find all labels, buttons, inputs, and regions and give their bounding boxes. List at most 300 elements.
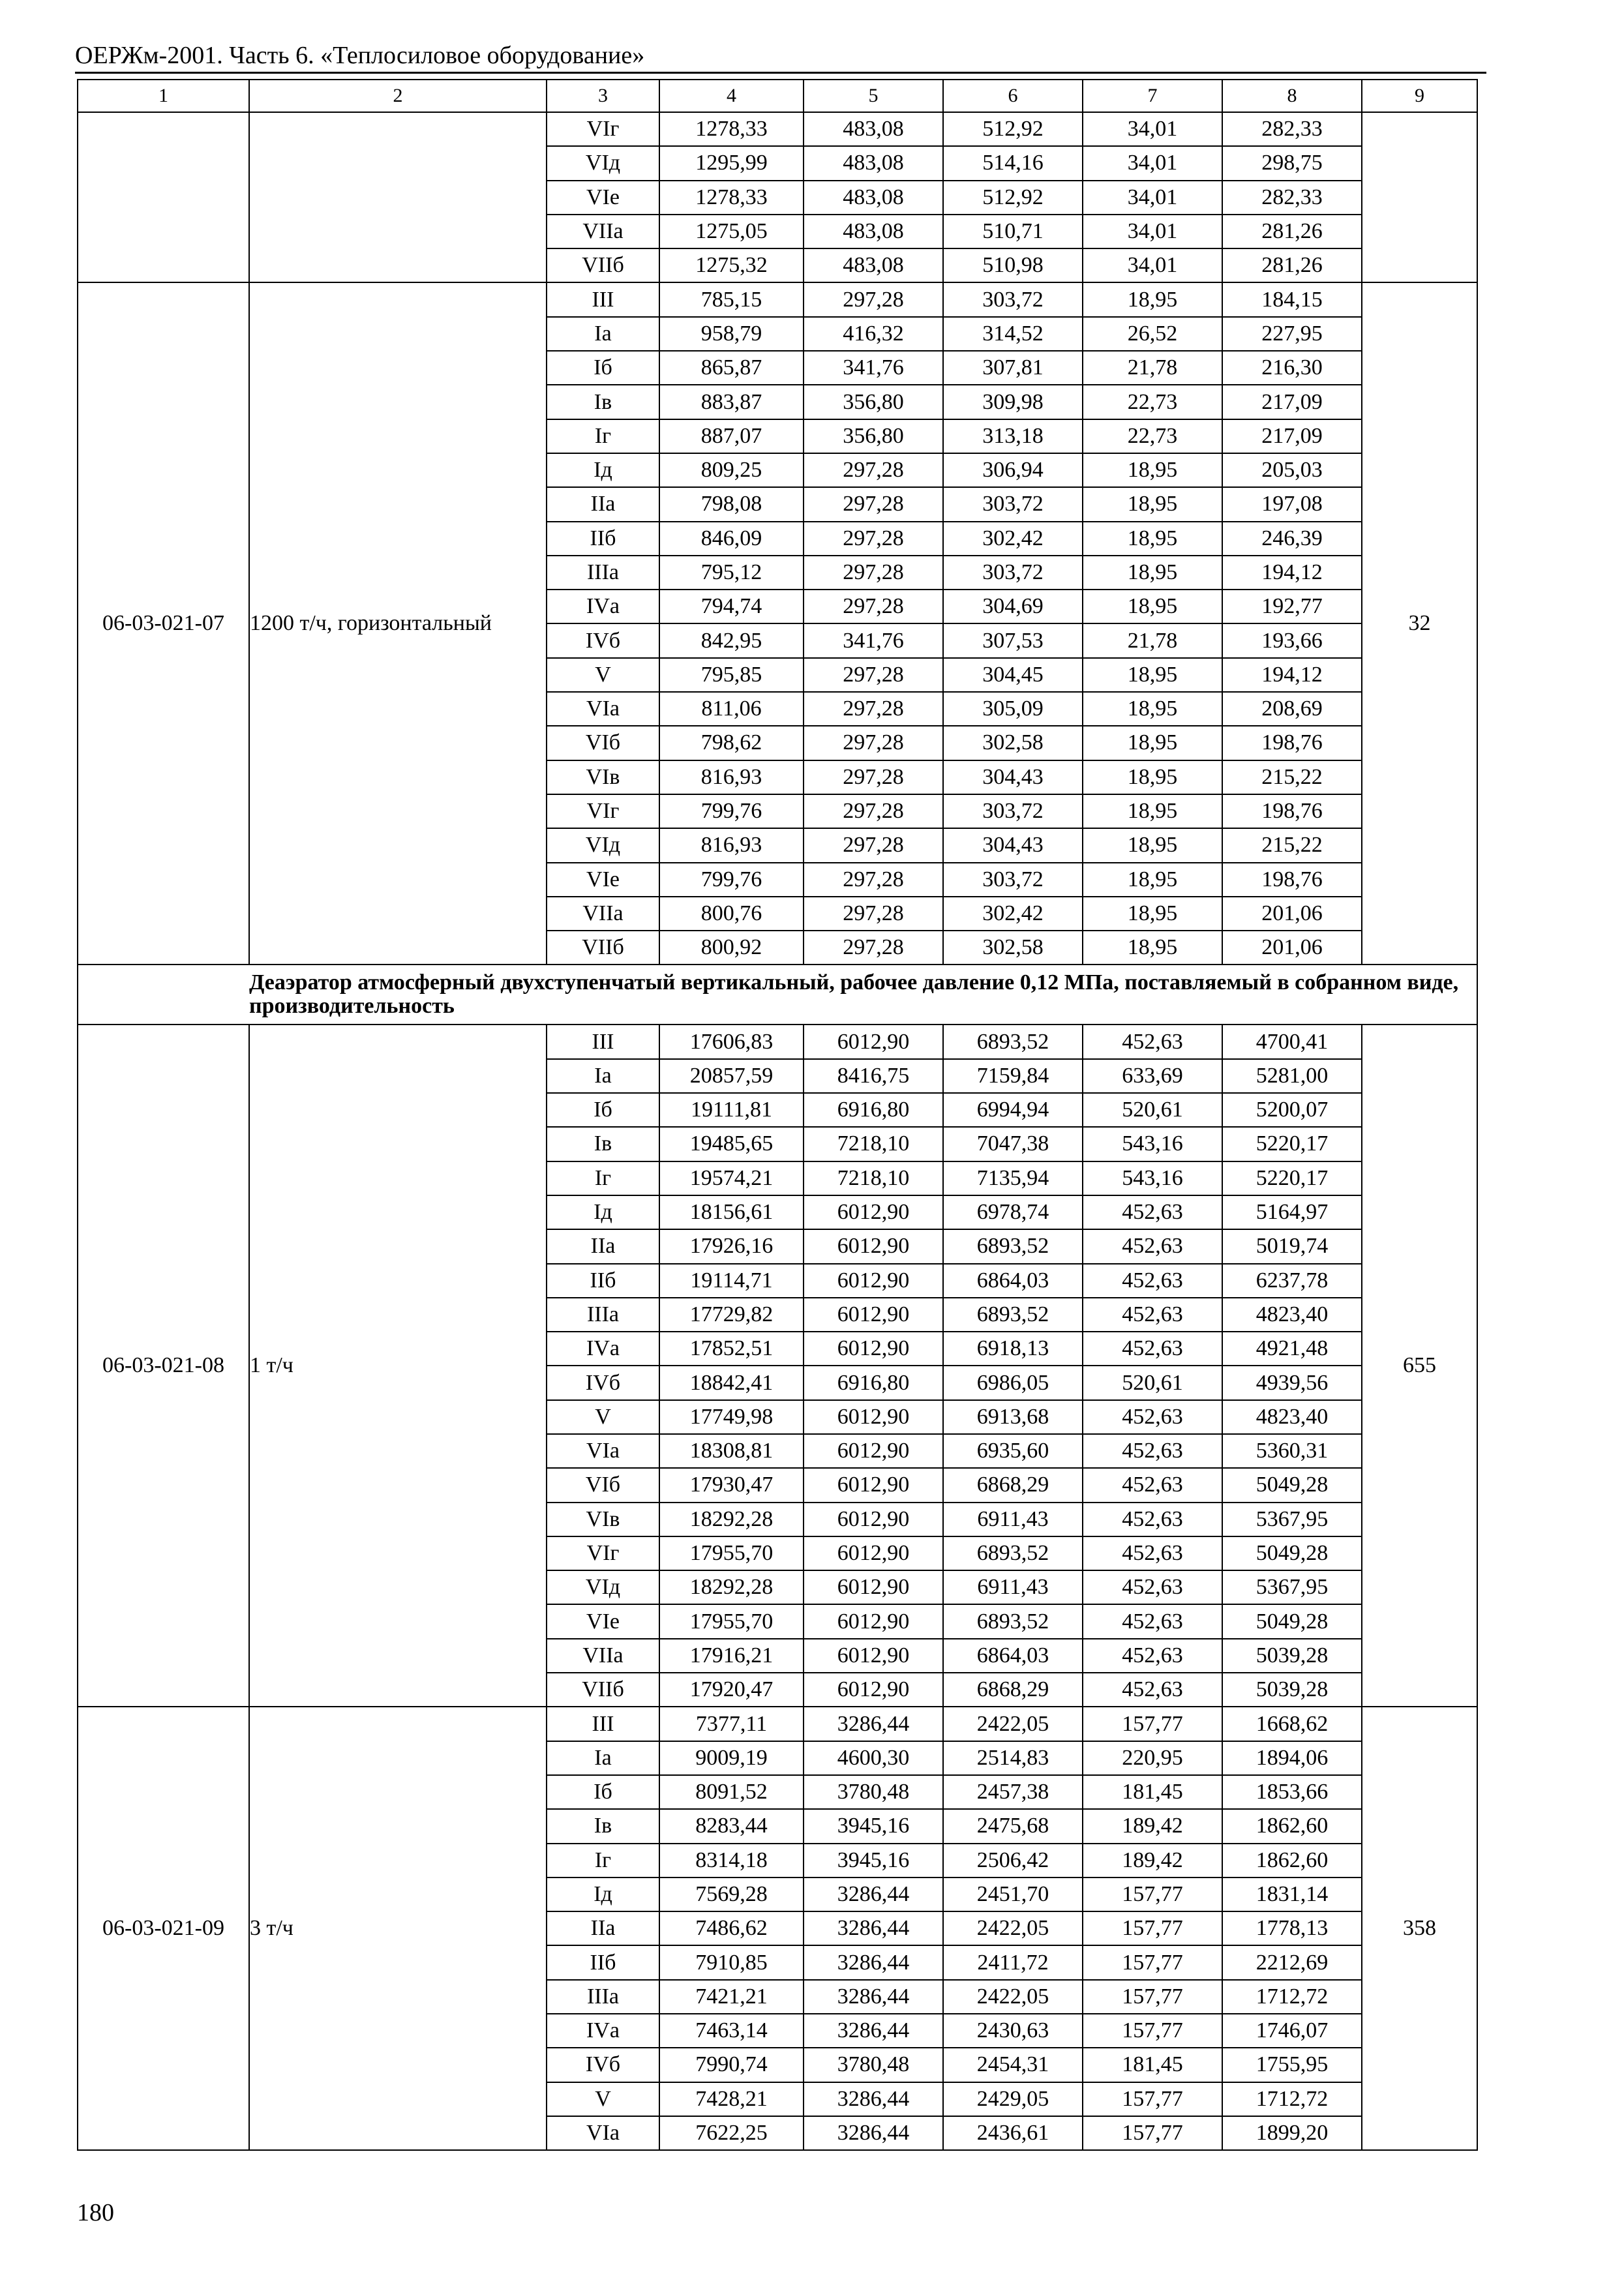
value-cell: 809,25: [659, 453, 804, 487]
value-cell: 816,93: [659, 828, 804, 862]
value-cell: 452,63: [1083, 1025, 1222, 1058]
region-code-cell: Iд: [547, 1195, 659, 1229]
value-cell: 6893,52: [943, 1298, 1083, 1332]
value-cell: 452,63: [1083, 1195, 1222, 1229]
value-cell: 6012,90: [804, 1503, 943, 1536]
value-cell: 21,78: [1083, 623, 1222, 657]
region-code-cell: VIIб: [547, 1673, 659, 1707]
region-code-cell: VIIа: [547, 897, 659, 931]
value-cell: 2422,05: [943, 1911, 1083, 1945]
col9-cell-empty: [1362, 112, 1477, 282]
value-cell: 18,95: [1083, 828, 1222, 862]
region-code-cell: Iв: [547, 385, 659, 419]
value-cell: 520,61: [1083, 1093, 1222, 1127]
value-cell: 201,06: [1222, 897, 1362, 931]
value-cell: 3286,44: [804, 1980, 943, 2014]
value-cell: 201,06: [1222, 931, 1362, 965]
value-cell: 7047,38: [943, 1127, 1083, 1161]
column-number: 1: [78, 80, 249, 112]
value-cell: 17749,98: [659, 1400, 804, 1434]
value-cell: 5367,95: [1222, 1503, 1362, 1536]
region-code-cell: Iв: [547, 1127, 659, 1161]
region-code-cell: Iа: [547, 317, 659, 351]
region-code-cell: III: [547, 1707, 659, 1741]
rates-table: [77, 79, 1478, 2151]
value-cell: 799,76: [659, 863, 804, 897]
value-cell: 6916,80: [804, 1366, 943, 1399]
value-cell: 198,76: [1222, 794, 1362, 828]
value-cell: 6893,52: [943, 1025, 1083, 1058]
value-cell: 520,61: [1083, 1366, 1222, 1399]
value-cell: 6893,52: [943, 1229, 1083, 1263]
value-cell: 34,01: [1083, 248, 1222, 282]
value-cell: 181,45: [1083, 1775, 1222, 1809]
value-cell: 452,63: [1083, 1673, 1222, 1707]
value-cell: 7377,11: [659, 1707, 804, 1741]
value-cell: 6012,90: [804, 1434, 943, 1468]
value-cell: 1894,06: [1222, 1741, 1362, 1775]
value-cell: 7463,14: [659, 2014, 804, 2048]
value-cell: 307,53: [943, 623, 1083, 657]
value-cell: 5049,28: [1222, 1468, 1362, 1502]
region-code-cell: VIд: [547, 828, 659, 862]
value-cell: 193,66: [1222, 623, 1362, 657]
name-cell-empty: [249, 112, 547, 282]
value-cell: 452,63: [1083, 1536, 1222, 1570]
value-cell: 6893,52: [943, 1536, 1083, 1570]
value-cell: 452,63: [1083, 1639, 1222, 1673]
value-cell: 304,69: [943, 590, 1083, 623]
region-code-cell: IIIа: [547, 1298, 659, 1332]
value-cell: 5019,74: [1222, 1229, 1362, 1263]
value-cell: 452,63: [1083, 1604, 1222, 1638]
table-row: [78, 282, 1477, 316]
value-cell: 208,69: [1222, 692, 1362, 726]
value-cell: 18,95: [1083, 590, 1222, 623]
value-cell: 303,72: [943, 282, 1083, 316]
value-cell: 297,28: [804, 726, 943, 760]
value-cell: 2454,31: [943, 2048, 1083, 2082]
value-cell: 4600,30: [804, 1741, 943, 1775]
value-cell: 18,95: [1083, 794, 1222, 828]
value-cell: 6012,90: [804, 1025, 943, 1058]
value-cell: 4921,48: [1222, 1332, 1362, 1366]
value-cell: 217,09: [1222, 385, 1362, 419]
value-cell: 6237,78: [1222, 1264, 1362, 1298]
value-cell: 215,22: [1222, 828, 1362, 862]
value-cell: 811,06: [659, 692, 804, 726]
value-cell: 309,98: [943, 385, 1083, 419]
value-cell: 883,87: [659, 385, 804, 419]
value-cell: 1668,62: [1222, 1707, 1362, 1741]
col9-cell: 655: [1362, 1025, 1477, 1707]
value-cell: 17729,82: [659, 1298, 804, 1332]
value-cell: 2514,83: [943, 1741, 1083, 1775]
value-cell: 2475,68: [943, 1809, 1083, 1843]
value-cell: 18308,81: [659, 1434, 804, 1468]
value-cell: 1899,20: [1222, 2116, 1362, 2150]
region-code-cell: VIIб: [547, 248, 659, 282]
value-cell: 6012,90: [804, 1468, 943, 1502]
value-cell: 6864,03: [943, 1639, 1083, 1673]
region-code-cell: VIд: [547, 146, 659, 180]
value-cell: 198,76: [1222, 863, 1362, 897]
code-cell-empty: [78, 112, 249, 282]
value-cell: 794,74: [659, 590, 804, 623]
value-cell: 192,77: [1222, 590, 1362, 623]
value-cell: 6012,90: [804, 1332, 943, 1366]
value-cell: 34,01: [1083, 215, 1222, 248]
value-cell: 7421,21: [659, 1980, 804, 2014]
value-cell: 9009,19: [659, 1741, 804, 1775]
value-cell: 18292,28: [659, 1570, 804, 1604]
value-cell: 297,28: [804, 794, 943, 828]
value-cell: 1275,32: [659, 248, 804, 282]
value-cell: 157,77: [1083, 1980, 1222, 2014]
page-number: 180: [77, 2199, 114, 2226]
value-cell: 3945,16: [804, 1809, 943, 1843]
value-cell: 297,28: [804, 487, 943, 521]
value-cell: 189,42: [1083, 1844, 1222, 1878]
value-cell: 8314,18: [659, 1844, 804, 1878]
value-cell: 184,15: [1222, 282, 1362, 316]
value-cell: 1831,14: [1222, 1878, 1362, 1911]
region-code-cell: Iб: [547, 351, 659, 385]
section-title: Деаэратор атмосферный двухступенчатый вертикальный, рабочее давление 0,12 МПа, поставляемый в собранном виде, производительность: [249, 965, 1477, 1025]
region-code-cell: VIг: [547, 794, 659, 828]
value-cell: 5039,28: [1222, 1639, 1362, 1673]
value-cell: 6012,90: [804, 1298, 943, 1332]
value-cell: 6978,74: [943, 1195, 1083, 1229]
region-code-cell: IVб: [547, 2048, 659, 2082]
table-row: [78, 112, 1477, 146]
value-cell: 302,42: [943, 897, 1083, 931]
value-cell: 5049,28: [1222, 1536, 1362, 1570]
value-cell: 846,09: [659, 522, 804, 556]
value-cell: 303,72: [943, 794, 1083, 828]
column-number: 3: [547, 80, 659, 112]
value-cell: 304,45: [943, 658, 1083, 692]
value-cell: 6012,90: [804, 1264, 943, 1298]
value-cell: 7569,28: [659, 1878, 804, 1911]
region-code-cell: VIг: [547, 112, 659, 146]
value-cell: 483,08: [804, 248, 943, 282]
region-code-cell: IVб: [547, 623, 659, 657]
value-cell: 2506,42: [943, 1844, 1083, 1878]
region-code-cell: Iг: [547, 1844, 659, 1878]
value-cell: 2457,38: [943, 1775, 1083, 1809]
value-cell: 246,39: [1222, 522, 1362, 556]
value-cell: 303,72: [943, 863, 1083, 897]
region-code-cell: VIе: [547, 181, 659, 215]
value-cell: 7990,74: [659, 2048, 804, 2082]
column-number: 8: [1222, 80, 1362, 112]
value-cell: 452,63: [1083, 1264, 1222, 1298]
column-number: 6: [943, 80, 1083, 112]
value-cell: 198,76: [1222, 726, 1362, 760]
value-cell: 314,52: [943, 317, 1083, 351]
region-code-cell: IVа: [547, 2014, 659, 2048]
region-code-cell: Iг: [547, 1161, 659, 1195]
region-code-cell: IIб: [547, 522, 659, 556]
value-cell: 305,09: [943, 692, 1083, 726]
value-cell: 795,85: [659, 658, 804, 692]
column-number-row: [78, 80, 1477, 112]
rate-name-cell: 1200 т/ч, горизонтальный: [249, 282, 547, 965]
value-cell: 510,71: [943, 215, 1083, 248]
value-cell: 17916,21: [659, 1639, 804, 1673]
value-cell: 2411,72: [943, 1945, 1083, 1979]
value-cell: 958,79: [659, 317, 804, 351]
region-code-cell: IIа: [547, 1911, 659, 1945]
value-cell: 297,28: [804, 863, 943, 897]
value-cell: 17920,47: [659, 1673, 804, 1707]
value-cell: 3286,44: [804, 1707, 943, 1741]
value-cell: 8091,52: [659, 1775, 804, 1809]
value-cell: 3945,16: [804, 1844, 943, 1878]
region-code-cell: III: [547, 282, 659, 316]
value-cell: 341,76: [804, 623, 943, 657]
value-cell: 8283,44: [659, 1809, 804, 1843]
value-cell: 5360,31: [1222, 1434, 1362, 1468]
value-cell: 18,95: [1083, 658, 1222, 692]
value-cell: 303,72: [943, 556, 1083, 590]
value-cell: 2429,05: [943, 2082, 1083, 2116]
value-cell: 6911,43: [943, 1503, 1083, 1536]
value-cell: 798,62: [659, 726, 804, 760]
rate-name-cell: 1 т/ч: [249, 1025, 547, 1707]
column-number: 7: [1083, 80, 1222, 112]
value-cell: 1746,07: [1222, 2014, 1362, 2048]
value-cell: 6916,80: [804, 1093, 943, 1127]
value-cell: 1778,13: [1222, 1911, 1362, 1945]
value-cell: 22,73: [1083, 385, 1222, 419]
value-cell: 6012,90: [804, 1570, 943, 1604]
value-cell: 17955,70: [659, 1604, 804, 1638]
value-cell: 5281,00: [1222, 1059, 1362, 1093]
value-cell: 304,43: [943, 828, 1083, 862]
value-cell: 19111,81: [659, 1093, 804, 1127]
region-code-cell: IIб: [547, 1264, 659, 1298]
value-cell: 19114,71: [659, 1264, 804, 1298]
value-cell: 4823,40: [1222, 1298, 1362, 1332]
value-cell: 7910,85: [659, 1945, 804, 1979]
value-cell: 356,80: [804, 419, 943, 453]
value-cell: 483,08: [804, 181, 943, 215]
value-cell: 307,81: [943, 351, 1083, 385]
value-cell: 157,77: [1083, 1707, 1222, 1741]
value-cell: 1853,66: [1222, 1775, 1362, 1809]
value-cell: 3286,44: [804, 2014, 943, 2048]
value-cell: 6935,60: [943, 1434, 1083, 1468]
value-cell: 6012,90: [804, 1195, 943, 1229]
value-cell: 302,58: [943, 726, 1083, 760]
value-cell: 416,32: [804, 317, 943, 351]
value-cell: 1278,33: [659, 112, 804, 146]
value-cell: 18842,41: [659, 1366, 804, 1399]
region-code-cell: V: [547, 658, 659, 692]
value-cell: 194,12: [1222, 556, 1362, 590]
value-cell: 297,28: [804, 828, 943, 862]
region-code-cell: VIе: [547, 863, 659, 897]
value-cell: 512,92: [943, 181, 1083, 215]
value-cell: 157,77: [1083, 2082, 1222, 2116]
table-body: [78, 112, 1477, 2150]
value-cell: 18,95: [1083, 487, 1222, 521]
value-cell: 3286,44: [804, 1878, 943, 1911]
value-cell: 18,95: [1083, 897, 1222, 931]
region-code-cell: VIб: [547, 726, 659, 760]
value-cell: 6868,29: [943, 1673, 1083, 1707]
value-cell: 297,28: [804, 282, 943, 316]
region-code-cell: VIб: [547, 1468, 659, 1502]
region-code-cell: IVа: [547, 1332, 659, 1366]
col9-cell: 32: [1362, 282, 1477, 965]
value-cell: 452,63: [1083, 1400, 1222, 1434]
value-cell: 6012,90: [804, 1673, 943, 1707]
value-cell: 157,77: [1083, 1945, 1222, 1979]
value-cell: 483,08: [804, 215, 943, 248]
region-code-cell: Iб: [547, 1775, 659, 1809]
value-cell: 6012,90: [804, 1639, 943, 1673]
value-cell: 6911,43: [943, 1570, 1083, 1604]
value-cell: 2422,05: [943, 1707, 1083, 1741]
value-cell: 26,52: [1083, 317, 1222, 351]
table-row: [78, 1707, 1477, 1741]
value-cell: 297,28: [804, 897, 943, 931]
region-code-cell: VIIа: [547, 215, 659, 248]
value-cell: 205,03: [1222, 453, 1362, 487]
value-cell: 1755,95: [1222, 2048, 1362, 2082]
value-cell: 7428,21: [659, 2082, 804, 2116]
value-cell: 865,87: [659, 351, 804, 385]
value-cell: 4939,56: [1222, 1366, 1362, 1399]
region-code-cell: VIв: [547, 760, 659, 794]
value-cell: 799,76: [659, 794, 804, 828]
value-cell: 17606,83: [659, 1025, 804, 1058]
value-cell: 297,28: [804, 692, 943, 726]
value-cell: 197,08: [1222, 487, 1362, 521]
value-cell: 227,95: [1222, 317, 1362, 351]
value-cell: 1712,72: [1222, 1980, 1362, 2014]
region-code-cell: VIа: [547, 692, 659, 726]
region-code-cell: VIIб: [547, 931, 659, 965]
value-cell: 5039,28: [1222, 1673, 1362, 1707]
value-cell: 34,01: [1083, 112, 1222, 146]
value-cell: 18156,61: [659, 1195, 804, 1229]
value-cell: 8416,75: [804, 1059, 943, 1093]
col9-cell: 358: [1362, 1707, 1477, 2150]
value-cell: 157,77: [1083, 1911, 1222, 1945]
column-number: 2: [249, 80, 547, 112]
value-cell: 282,33: [1222, 181, 1362, 215]
value-cell: 6986,05: [943, 1366, 1083, 1399]
value-cell: 341,76: [804, 351, 943, 385]
value-cell: 452,63: [1083, 1503, 1222, 1536]
value-cell: 302,42: [943, 522, 1083, 556]
value-cell: 512,92: [943, 112, 1083, 146]
value-cell: 306,94: [943, 453, 1083, 487]
region-code-cell: IVб: [547, 1366, 659, 1399]
value-cell: 298,75: [1222, 146, 1362, 180]
value-cell: 216,30: [1222, 351, 1362, 385]
value-cell: 6913,68: [943, 1400, 1083, 1434]
value-cell: 6012,90: [804, 1604, 943, 1638]
value-cell: 7159,84: [943, 1059, 1083, 1093]
table-row: [78, 1025, 1477, 1058]
rate-name-cell: 3 т/ч: [249, 1707, 547, 2150]
value-cell: 34,01: [1083, 146, 1222, 180]
value-cell: 633,69: [1083, 1059, 1222, 1093]
value-cell: 356,80: [804, 385, 943, 419]
value-cell: 18,95: [1083, 760, 1222, 794]
value-cell: 2451,70: [943, 1878, 1083, 1911]
value-cell: 7622,25: [659, 2116, 804, 2150]
value-cell: 452,63: [1083, 1468, 1222, 1502]
value-cell: 7135,94: [943, 1161, 1083, 1195]
value-cell: 18,95: [1083, 453, 1222, 487]
value-cell: 189,42: [1083, 1809, 1222, 1843]
region-code-cell: VIе: [547, 1604, 659, 1638]
value-cell: 5049,28: [1222, 1604, 1362, 1638]
value-cell: 1862,60: [1222, 1844, 1362, 1878]
value-cell: 6994,94: [943, 1093, 1083, 1127]
value-cell: 18,95: [1083, 282, 1222, 316]
value-cell: 17930,47: [659, 1468, 804, 1502]
rate-code-cell: 06-03-021-09: [78, 1707, 249, 2150]
value-cell: 6868,29: [943, 1468, 1083, 1502]
value-cell: 510,98: [943, 248, 1083, 282]
value-cell: 6893,52: [943, 1604, 1083, 1638]
value-cell: 2436,61: [943, 2116, 1083, 2150]
value-cell: 452,63: [1083, 1229, 1222, 1263]
value-cell: 887,07: [659, 419, 804, 453]
region-code-cell: VIа: [547, 2116, 659, 2150]
rate-code-cell: 06-03-021-08: [78, 1025, 249, 1707]
value-cell: 3286,44: [804, 1945, 943, 1979]
value-cell: 18,95: [1083, 692, 1222, 726]
section-code-empty: [78, 965, 249, 1025]
value-cell: 452,63: [1083, 1434, 1222, 1468]
region-code-cell: Iа: [547, 1741, 659, 1775]
value-cell: 543,16: [1083, 1127, 1222, 1161]
value-cell: 452,63: [1083, 1570, 1222, 1604]
value-cell: 297,28: [804, 658, 943, 692]
value-cell: 3286,44: [804, 2116, 943, 2150]
value-cell: 800,76: [659, 897, 804, 931]
value-cell: 17926,16: [659, 1229, 804, 1263]
region-code-cell: IIIа: [547, 556, 659, 590]
value-cell: 19574,21: [659, 1161, 804, 1195]
value-cell: 297,28: [804, 931, 943, 965]
value-cell: 483,08: [804, 146, 943, 180]
value-cell: 5220,17: [1222, 1127, 1362, 1161]
value-cell: 22,73: [1083, 419, 1222, 453]
region-code-cell: Iа: [547, 1059, 659, 1093]
value-cell: 452,63: [1083, 1298, 1222, 1332]
region-code-cell: VIд: [547, 1570, 659, 1604]
value-cell: 1862,60: [1222, 1809, 1362, 1843]
header-divider: [75, 72, 1486, 74]
value-cell: 785,15: [659, 282, 804, 316]
value-cell: 304,43: [943, 760, 1083, 794]
value-cell: 7218,10: [804, 1161, 943, 1195]
region-code-cell: VIв: [547, 1503, 659, 1536]
value-cell: 5164,97: [1222, 1195, 1362, 1229]
value-cell: 17852,51: [659, 1332, 804, 1366]
value-cell: 2212,69: [1222, 1945, 1362, 1979]
document-header: ОЕРЖм-2001. Часть 6. «Теплосиловое оборудование»: [75, 42, 645, 69]
